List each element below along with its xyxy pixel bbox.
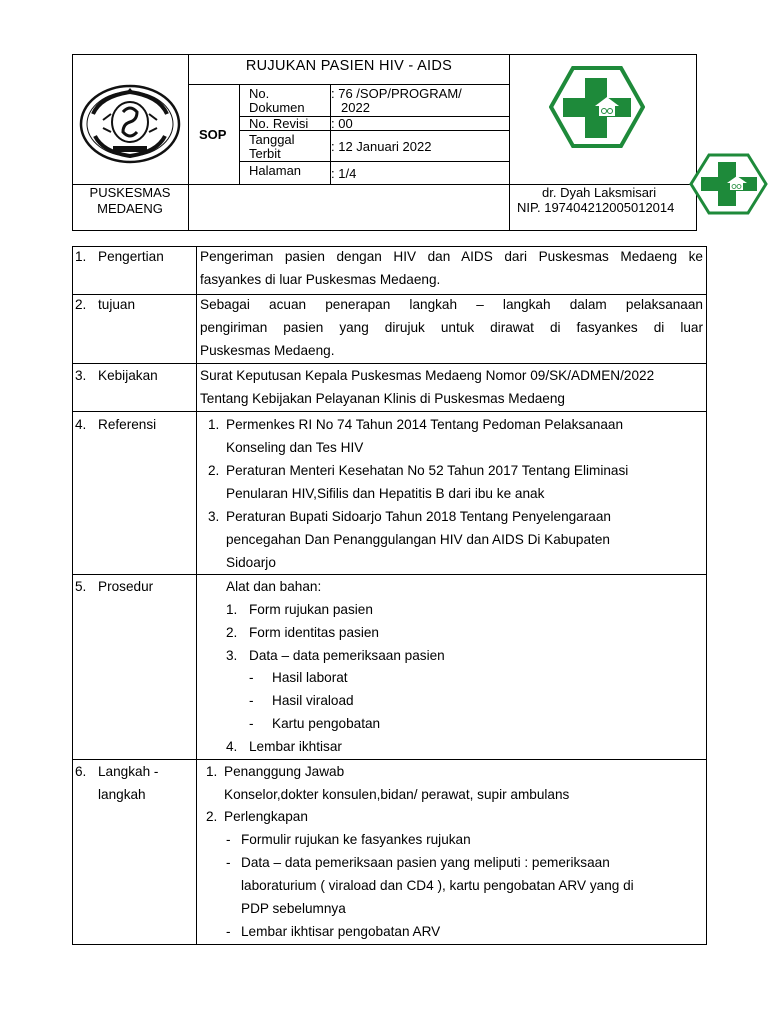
field-label-no-revisi: No. Revisi — [249, 116, 309, 131]
field-value-no-dokumen-2: 2022 — [341, 100, 370, 115]
section-line: Pengeriman pasien dengan HIV dan AIDS dari Puskesmas Medaeng ke — [200, 249, 703, 264]
section-number: 2. — [75, 297, 87, 312]
field-label-halaman: Halaman — [249, 163, 302, 178]
table-column-divider — [196, 246, 197, 945]
header-divider-sop — [239, 84, 240, 184]
list-item-line: Sidoarjo — [226, 555, 276, 570]
list-item-number: 1. — [206, 764, 218, 779]
header-divider-1 — [188, 54, 189, 231]
section-line: Puskesmas Medaeng. — [200, 343, 335, 358]
field-label-tanggal-1: Tanggal — [249, 132, 295, 147]
field-value-tanggal: : 12 Januari 2022 — [331, 139, 432, 154]
section-label: Kebijakan — [98, 368, 158, 383]
procedure-intro: Alat dan bahan: — [226, 579, 322, 594]
list-item-number: 3. — [226, 648, 238, 663]
list-item-number: 1. — [226, 602, 238, 617]
list-item-bullet: - — [226, 832, 231, 847]
list-item-text: Form identitas pasien — [249, 625, 379, 640]
section-label: Prosedur — [98, 579, 154, 594]
list-item-text: PDP sebelumnya — [241, 901, 346, 916]
section-line: Tentang Kebijakan Pelayanan Klinis di Puskesmas Medaeng — [200, 391, 565, 406]
list-item-number: 1. — [208, 417, 220, 432]
table-border-left — [72, 246, 73, 945]
field-value-no-dokumen-1: : 76 /SOP/PROGRAM/ — [331, 86, 462, 101]
list-item-text: Lembar ikhtisar pengobatan ARV — [241, 924, 441, 939]
header-border-top — [72, 54, 697, 55]
list-item-text: Data – data pemeriksaan pasien yang meliputi : pemeriksaan — [241, 855, 610, 870]
list-item-text: Form rujukan pasien — [249, 602, 373, 617]
list-item-line: Konseling dan Tes HIV — [226, 440, 364, 455]
section-line: Surat Keputusan Kepala Puskesmas Medaeng Nomor 09/SK/ADMEN/2022 — [200, 368, 655, 383]
puskesmas-logo-corner — [689, 153, 768, 215]
list-item-bullet: - — [249, 670, 254, 685]
list-item-bullet: - — [226, 924, 231, 939]
signer-nip: NIP. 197404212005012014 — [517, 200, 675, 215]
section-label: langkah — [98, 787, 146, 802]
org-name-line1: PUSKESMAS — [89, 185, 171, 200]
list-item-line: Peraturan Bupati Sidoarjo Tahun 2018 Tentang Penyelengaraan — [226, 509, 611, 524]
field-label-no-dokumen-1: No. — [249, 86, 270, 101]
field-value-halaman: : 1/4 — [331, 166, 357, 181]
section-label: Langkah - — [98, 764, 159, 779]
sop-label: SOP — [199, 127, 227, 142]
header-divider-2 — [509, 54, 510, 231]
list-item-line: Peraturan Menteri Kesehatan No 52 Tahun 2017 Tentang Eliminasi — [226, 463, 629, 478]
list-item-bullet: - — [226, 855, 231, 870]
list-item-number: 2. — [206, 809, 218, 824]
row-divider-5 — [72, 759, 707, 760]
section-number: 1. — [75, 249, 87, 264]
list-item-line: Penularan HIV,Sifilis dan Hepatitis B dari ibu ke anak — [226, 486, 545, 501]
row-divider-4 — [72, 574, 707, 575]
list-item-text: laboraturium ( viraload dan CD4 ), kartu pengobatan ARV yang di — [241, 878, 634, 893]
signer-name: dr. Dyah Laksmisari — [542, 185, 657, 200]
list-item-text: Data – data pemeriksaan pasien — [249, 648, 445, 663]
row-divider-3 — [72, 411, 707, 412]
field-label-tanggal-2: Terbit — [249, 146, 281, 161]
section-number: 4. — [75, 417, 87, 432]
list-item-line: pencegahan Dan Penanggulangan HIV dan AIDS Di Kabupaten — [226, 532, 610, 547]
field-row-line-3 — [239, 161, 510, 162]
list-item-number: 2. — [226, 625, 238, 640]
section-line: Sebagai acuan penerapan langkah – langkah dalam pelaksanaan — [200, 297, 703, 312]
list-item-text: Formulir rujukan ke fasyankes rujukan — [241, 832, 471, 847]
section-number: 6. — [75, 764, 87, 779]
section-label: tujuan — [98, 297, 136, 312]
list-item-line: Permenkes RI No 74 Tahun 2014 Tentang Pedoman Pelaksanaan — [226, 417, 624, 432]
document-title: RUJUKAN PASIEN HIV - AIDS — [245, 58, 453, 74]
list-item-text: Konselor,dokter konsulen,bidan/ perawat, supir ambulans — [224, 787, 570, 802]
list-item-bullet: - — [249, 716, 254, 731]
org-name-line2: MEDAENG — [97, 201, 163, 216]
puskesmas-logo-header — [549, 66, 645, 148]
table-border-right — [706, 246, 707, 945]
list-item-bullet: - — [249, 693, 254, 708]
list-item-text: Kartu pengobatan — [272, 716, 381, 731]
regency-seal-logo — [79, 84, 181, 164]
section-number: 3. — [75, 368, 87, 383]
section-label: Referensi — [98, 417, 157, 432]
section-number: 5. — [75, 579, 87, 594]
table-border-bottom — [72, 944, 707, 945]
list-item-number: 2. — [208, 463, 220, 478]
list-item-text: Penanggung Jawab — [224, 764, 345, 779]
list-item-text: Lembar ikhtisar — [249, 739, 342, 754]
field-label-no-dokumen-2: Dokumen — [249, 100, 305, 115]
field-value-no-revisi: : 00 — [331, 116, 353, 131]
list-item-text: Perlengkapan — [224, 809, 308, 824]
list-item-number: 3. — [208, 509, 220, 524]
list-item-text: Hasil viraload — [272, 693, 354, 708]
list-item-text: Hasil laborat — [272, 670, 348, 685]
list-item-number: 4. — [226, 739, 238, 754]
header-title-underline — [188, 84, 510, 85]
section-line: fasyankes di luar Puskesmas Medaeng. — [200, 272, 441, 287]
section-label: Pengertian — [98, 249, 164, 264]
section-line: pengiriman pasien yang dirujuk untuk dirawat di fasyankes di luar — [200, 320, 703, 335]
header-border-bottom — [72, 230, 697, 231]
